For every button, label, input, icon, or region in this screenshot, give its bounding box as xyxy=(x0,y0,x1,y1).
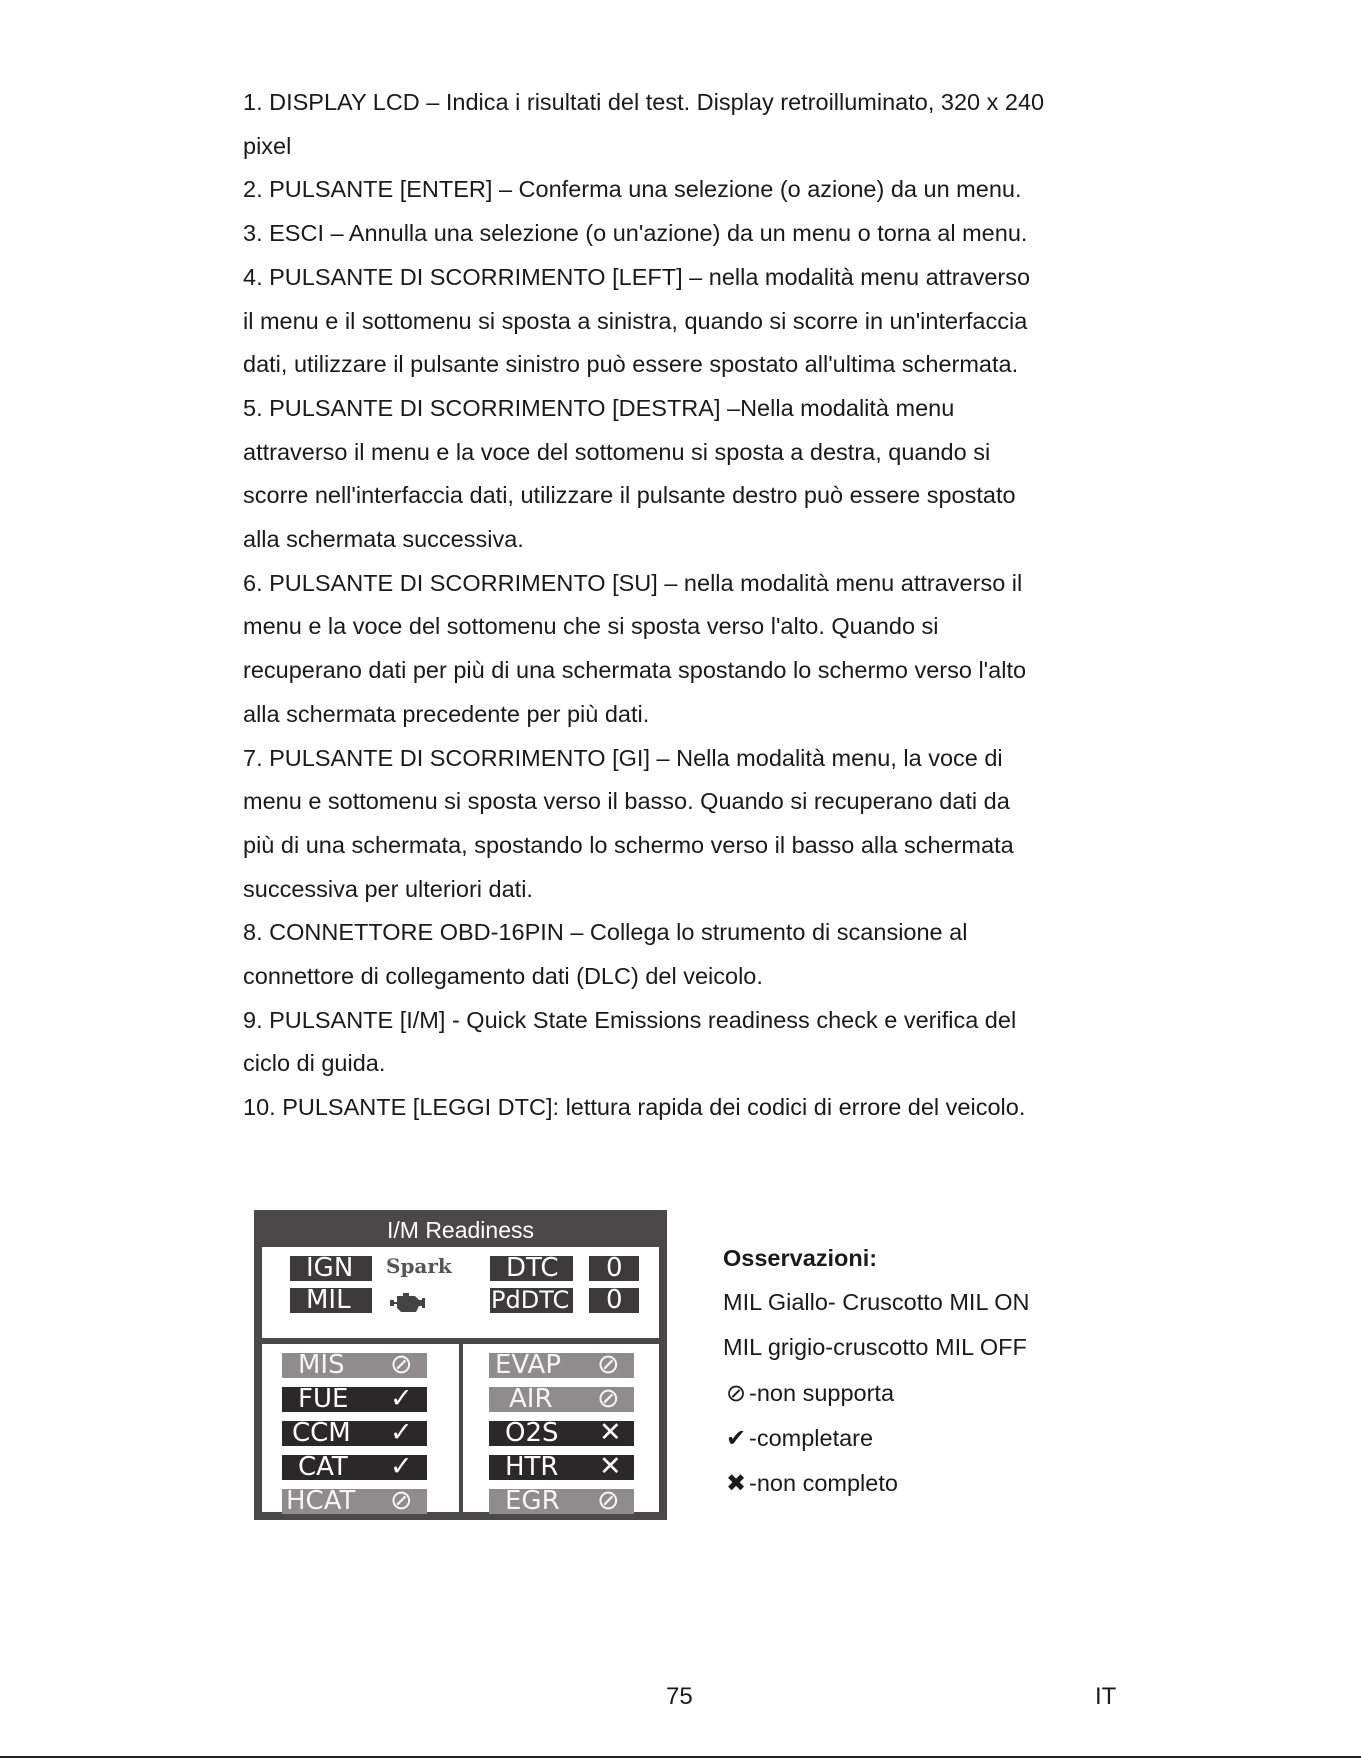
monitor-label: EGR xyxy=(505,1489,560,1514)
not-supported-icon: ⊘ xyxy=(390,1353,413,1378)
check-icon: ✓ xyxy=(390,1387,413,1412)
pddtc-cell xyxy=(490,1288,573,1313)
list-line: 1. DISPLAY LCD – Indica i risultati del test. Display retroilluminato, 320 x 240 xyxy=(243,89,1045,115)
monitor-label: CAT xyxy=(298,1455,348,1480)
list-line: 10. PULSANTE [LEGGI DTC]: lettura rapida dei codici di errore del veicolo. xyxy=(243,1094,1026,1121)
bottom-divider xyxy=(0,1756,1361,1758)
monitor-label: FUE xyxy=(298,1387,349,1412)
list-line: 5. PULSANTE DI SCORRIMENTO [DESTRA] –Nella modalità menu xyxy=(243,394,955,421)
monitor-row xyxy=(489,1421,634,1446)
monitor-row xyxy=(282,1421,427,1446)
monitor-label: MIS xyxy=(298,1353,345,1378)
im-readiness-screen xyxy=(254,1210,667,1520)
monitor-row xyxy=(282,1489,427,1514)
monitor-row xyxy=(282,1387,427,1412)
not-supported-icon: ⊘ xyxy=(725,1379,747,1407)
monitor-row xyxy=(282,1353,427,1378)
pddtc-count-cell xyxy=(589,1288,639,1313)
list-line: menu e sottomenu si sposta verso il basso. Quando si recuperano dati da xyxy=(243,788,1010,815)
list-line: 2. PULSANTE [ENTER] – Conferma una selezione (o azione) da un menu. xyxy=(243,176,1022,203)
pddtc-count: 0 xyxy=(606,1288,623,1313)
cross-icon: ✕ xyxy=(599,1455,622,1480)
list-line: recuperano dati per più di una schermata spostando lo schermo verso l'alto xyxy=(243,657,1027,684)
mil-label: MIL xyxy=(306,1288,351,1313)
legend-mil-yellow: MIL Giallo- Cruscotto MIL ON xyxy=(723,1289,1030,1315)
not-supported-icon: ⊘ xyxy=(597,1489,620,1514)
ign-label: IGN xyxy=(306,1256,354,1281)
list-line: dati, utilizzare il pulsante sinistro può essere spostato all'ultima schermata. xyxy=(243,351,1019,378)
right-monitor-panel xyxy=(463,1344,659,1512)
legend-text: -non completo xyxy=(749,1470,898,1497)
list-line: 7. PULSANTE DI SCORRIMENTO [GI] – Nella modalità menu, la voce di xyxy=(243,744,1003,771)
ign-cell xyxy=(290,1256,372,1281)
monitor-row xyxy=(489,1455,634,1480)
monitor-label: HTR xyxy=(505,1455,559,1480)
not-supported-icon: ⊘ xyxy=(597,1353,620,1378)
list-line: 8. CONNETTORE OBD-16PIN – Collega lo strumento di scansione al xyxy=(243,919,968,946)
cross-icon: ✖ xyxy=(725,1470,747,1498)
list-line: scorre nell'interfaccia dati, utilizzare il pulsante destro può essere spostato xyxy=(243,482,1016,509)
list-line: connettore di collegamento dati (DLC) del veicolo. xyxy=(243,963,763,990)
not-supported-icon: ⊘ xyxy=(597,1387,620,1412)
dtc-label: DTC xyxy=(506,1256,559,1281)
check-icon: ✔ xyxy=(725,1424,747,1452)
list-line: più di una schermata, spostando lo schermo verso il basso alla schermata xyxy=(243,831,1014,858)
list-line: menu e la voce del sottomenu che si sposta verso l'alto. Quando si xyxy=(243,613,939,640)
list-line: il menu e il sottomenu si sposta a sinistra, quando si scorre in un'interfaccia xyxy=(243,307,1028,334)
im-readiness-title: I/M Readiness xyxy=(386,1217,534,1243)
monitor-row xyxy=(489,1353,634,1378)
dtc-cell xyxy=(490,1256,573,1281)
monitor-row xyxy=(489,1387,634,1412)
check-icon: ✓ xyxy=(390,1421,413,1446)
list-line: 6. PULSANTE DI SCORRIMENTO [SU] – nella modalità menu attraverso il xyxy=(243,569,1023,596)
monitor-row xyxy=(282,1455,427,1480)
legend-text: -non supporta xyxy=(749,1379,895,1406)
legend-complete xyxy=(723,1416,1123,1461)
monitor-row xyxy=(489,1489,634,1514)
pddtc-label: PdDTC xyxy=(491,1288,570,1313)
list-line: attraverso il menu e la voce del sottomenu si sposta a destra, quando si xyxy=(243,438,991,465)
monitor-label: AIR xyxy=(509,1387,553,1412)
list-line: alla schermata precedente per più dati. xyxy=(243,700,650,727)
list-line: pixel xyxy=(243,132,292,159)
dtc-count: 0 xyxy=(606,1256,623,1281)
list-line: 9. PULSANTE [I/M] - Quick State Emissions readiness check e verifica del xyxy=(243,1006,1017,1033)
monitor-label: EVAP xyxy=(495,1353,562,1378)
list-line: successiva per ulteriori dati. xyxy=(243,875,533,902)
mil-cell xyxy=(290,1288,372,1313)
notes-legend xyxy=(723,1236,1123,1506)
legend-incomplete xyxy=(723,1461,1123,1506)
engine-icon xyxy=(390,1291,426,1315)
left-monitor-panel xyxy=(262,1344,459,1512)
monitor-label: CCM xyxy=(292,1421,351,1446)
cross-icon: ✕ xyxy=(599,1421,622,1446)
status-panel xyxy=(262,1247,659,1338)
page-number: 75 xyxy=(666,1683,693,1710)
check-icon: ✓ xyxy=(390,1455,413,1480)
list-line: 4. PULSANTE DI SCORRIMENTO [LEFT] – nella modalità menu attraverso xyxy=(243,263,1031,290)
legend-not-supported xyxy=(723,1371,1123,1416)
dtc-count-cell xyxy=(589,1256,639,1281)
list-line: 3. ESCI – Annulla una selezione (o un'azione) da un menu o torna al menu. xyxy=(243,220,1028,247)
list-line: alla schermata successiva. xyxy=(243,526,524,553)
legend-text: -completare xyxy=(749,1424,874,1451)
monitor-label: O2S xyxy=(505,1421,559,1446)
instruction-list xyxy=(243,81,1143,1130)
language-code: IT xyxy=(1095,1683,1117,1710)
monitor-label: HCAT xyxy=(286,1489,356,1514)
notes-heading: Osservazioni: xyxy=(723,1245,878,1271)
not-supported-icon: ⊘ xyxy=(390,1489,413,1514)
list-line: ciclo di guida. xyxy=(243,1050,386,1077)
spark-label: Spark xyxy=(386,1254,452,1278)
legend-mil-grey: MIL grigio-cruscotto MIL OFF xyxy=(723,1334,1027,1361)
